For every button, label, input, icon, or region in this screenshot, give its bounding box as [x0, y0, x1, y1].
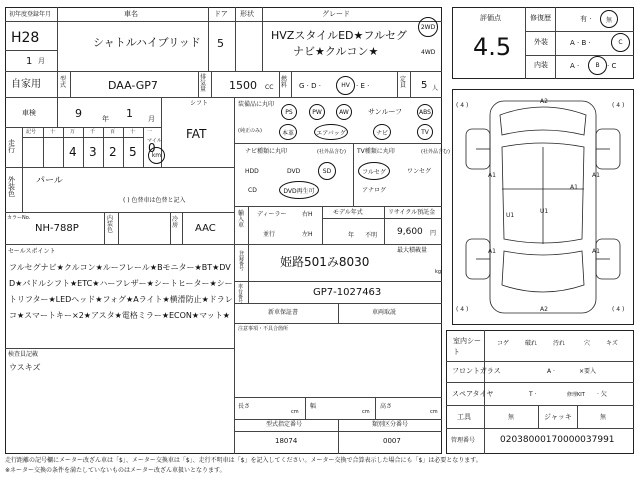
reg-month-unit: 月 — [38, 57, 45, 65]
color-note: ( ) 色替車は色替と記入 — [123, 197, 186, 204]
navi-hdd: HDD — [245, 168, 259, 175]
mileage-digit-3: 5 — [129, 145, 137, 159]
import-left: 左H — [302, 231, 313, 238]
mileage-digit-0: 4 — [69, 145, 77, 159]
fuel-hv: HV — [341, 82, 350, 89]
grade-line-2: ナビ★クルコン★ — [293, 45, 379, 58]
car-damage-diagram — [452, 89, 634, 325]
load-label: 最大積載量 — [397, 247, 428, 254]
equip-aw — [336, 104, 352, 120]
tools-value: 無 — [508, 414, 515, 421]
navi-label: ナビ種類に丸印 — [245, 148, 288, 155]
mileage-sub: 記号 — [26, 129, 37, 135]
navi-dvd-play — [279, 181, 319, 199]
recycle-unit: 円 — [430, 230, 437, 237]
first-reg-label: 初年度登録年月 — [9, 11, 52, 18]
dim-width: 幅 — [310, 403, 317, 410]
exterior-c: C — [618, 39, 623, 46]
diagram-mark-tl: ( 4 ) — [456, 102, 469, 109]
color-value: パール — [36, 176, 63, 186]
diagram-label-u1-mid: U1 — [540, 208, 549, 215]
door-label: ドア — [214, 10, 228, 18]
exterior-label: 外装 — [534, 38, 548, 46]
load-unit: kg — [435, 269, 442, 275]
diagram-label-a1-br: A1 — [592, 248, 600, 255]
navi-sd-text: SD — [322, 167, 332, 175]
dim-height: 高さ — [380, 403, 393, 410]
room-sheet-item-1: 破れ — [525, 340, 538, 347]
room-sheet-item-2: 汚れ — [553, 340, 566, 347]
tv-fullseg — [358, 162, 390, 180]
mileage-unit-0: 十 — [50, 129, 56, 135]
mileage-unit-1: 万 — [70, 129, 76, 135]
mileage-digit-2: 2 — [109, 145, 117, 159]
diagram-label-a2-top: A2 — [540, 98, 548, 105]
mileage-digit-1: 3 — [89, 145, 97, 159]
inspection-year: 9 — [75, 107, 82, 120]
model-year-unknown: 不明 — [365, 232, 378, 239]
inspection-month: 1 — [126, 107, 133, 120]
exterior-c-circle — [611, 33, 630, 52]
repair-none-circle — [600, 10, 618, 28]
capacity-label: 定員 — [400, 76, 407, 89]
front-glass-options: A · — [547, 368, 555, 375]
aircon-label: 冷房 — [172, 216, 179, 229]
tv-oneseg: ワンセグ — [407, 168, 432, 175]
equip-aw-text: AW — [339, 108, 349, 116]
chassis-label: 車台番号 — [238, 284, 244, 305]
repair-label: 修復歴 — [530, 14, 551, 22]
capacity-value: 5 — [421, 80, 428, 91]
displacement-unit: CC — [265, 84, 274, 91]
reg-month: 1 — [26, 56, 33, 67]
mileage-label: 走行 — [8, 139, 15, 154]
equip-ps-text: PS — [285, 108, 293, 116]
interior-options: A · — [570, 62, 580, 70]
interior-b: B — [595, 62, 600, 69]
tv-sub: (社外品含む) — [421, 149, 450, 155]
capacity-unit: 人 — [432, 85, 439, 92]
use-type: 自家用 — [11, 79, 41, 90]
displacement-label: 排気量 — [200, 74, 207, 93]
spare-tire-kit: 修理KIT — [567, 392, 585, 398]
equip-sub: (純正のみ) — [238, 128, 262, 134]
equip-abs — [417, 104, 433, 120]
mileage-unit-2: 千 — [90, 129, 96, 135]
footer-line-1: 走行距離の記号欄にメーター改ざん車は「$」、メーター交換車は「$」、走行不明車は「$」を記入してください。メーター交換で合算表示した場合にも「$」は必要となります。 — [5, 457, 482, 464]
tv-fullseg-text: フルセグ — [362, 168, 386, 176]
sales-point-line-1: フルセグナビ★クルコン★ルーフレール★Bモニター★BT★DV — [9, 263, 231, 272]
dim-width-unit: cm — [362, 409, 370, 415]
import-parallel: 並行 — [263, 231, 276, 238]
recycle-value: 9,600 — [397, 227, 423, 237]
equip-label: 装備品に丸印 — [238, 101, 275, 108]
chassis-value: GP7-1027463 — [313, 287, 382, 298]
drive-2wd-circle — [418, 17, 438, 37]
mgmt-label: 管理番号 — [451, 437, 476, 444]
fuel-rest: · E · — [356, 82, 370, 90]
dim-length: 長さ — [238, 403, 251, 410]
diagram-label-a1-tr: A1 — [592, 172, 600, 179]
mileage-unit-4: 十 — [130, 129, 136, 135]
category-label: 類別区分番号 — [372, 421, 409, 428]
fuel-options: G · D · — [299, 82, 321, 90]
color-label: 外装色 — [8, 176, 15, 198]
equip-leather — [279, 124, 297, 140]
sales-point-line-2: D★パドルシフト★ETC★ハーフレザー★シートヒーター★シー — [9, 279, 233, 288]
equip-abs-text: ABS — [419, 108, 431, 116]
dim-length-unit: cm — [291, 409, 299, 415]
front-glass-label: フロントガラス — [452, 367, 501, 375]
car-name-label: 車名 — [124, 10, 138, 18]
score-value: 4.5 — [473, 33, 512, 61]
interior-b-circle — [588, 56, 607, 75]
jack-label: ジャッキ — [544, 413, 572, 421]
inspector-label: 検査員記載 — [8, 351, 39, 358]
navi-sd — [318, 162, 336, 180]
diagram-label-a2-bottom: A2 — [540, 306, 548, 313]
designation-label: 型式指定番号 — [266, 421, 303, 428]
recycle-label: リサイクル預託金 — [388, 209, 436, 216]
navi-dvd-play-text: DVD再生可 — [283, 187, 315, 195]
model-label: 型式 — [60, 76, 67, 89]
sales-point-line-4: コ★スマートキー×2★アスタ★電格ミラー★ECON★マット★ — [9, 311, 230, 320]
equip-airbag-text: エアバッグ — [316, 129, 346, 137]
sales-point-label: セールスポイント — [8, 248, 56, 255]
grade-line-1: HVZスタイルED★フルセグ — [271, 29, 407, 42]
repair-options: 有 · — [580, 15, 592, 23]
mgmt-value: 02038000170000037991 — [500, 435, 615, 445]
fuel-hv-circle — [336, 76, 355, 95]
shape-label: 形状 — [240, 10, 254, 18]
equip-navi — [373, 124, 391, 140]
new-warranty: 新車保証書 — [268, 309, 299, 316]
manual: 車両取説 — [372, 309, 397, 316]
equip-navi-text: ナビ — [375, 129, 388, 137]
spare-tire-rest: · 欠 — [597, 391, 607, 398]
sales-point-line-3: トリフター★LEDヘッド★フォグ★Aライト★横滑防止★ドラレ — [9, 295, 233, 304]
model-year-label: モデル年式 — [333, 209, 363, 216]
spare-tire-label: スペアタイヤ — [452, 390, 494, 398]
interior-rest: · C — [607, 62, 617, 70]
interior-label: 内装 — [534, 61, 548, 69]
repair-none: 無 — [605, 16, 612, 24]
import-right: 右H — [302, 211, 313, 218]
import-dealer: ディーラー — [257, 211, 287, 218]
navi-dvd: DVD — [287, 168, 301, 175]
diagram-label-a1-tl: A1 — [488, 172, 496, 179]
equip-pw-text: PW — [312, 108, 322, 116]
drive-2wd: 2WD — [420, 23, 436, 31]
room-sheet-item-4: キズ — [606, 340, 618, 347]
shift-label: シフト — [190, 100, 209, 107]
notes-label: 注意事項・不具合箇所 — [238, 326, 289, 332]
equip-airbag — [314, 124, 348, 140]
color-no-label: カラーNo. — [7, 215, 31, 221]
diagram-label-a1-bl: A1 — [488, 248, 496, 255]
equip-pw — [309, 104, 325, 120]
grade-label: グレード — [322, 10, 350, 18]
navi-cd: CD — [248, 187, 257, 194]
diagram-label-a1-mid: A1 — [570, 184, 578, 191]
model-code: DAA-GP7 — [108, 79, 158, 92]
interior-color-label: 内装色 — [107, 215, 114, 234]
mileage-unit-3: 百 — [110, 129, 116, 135]
mileage-unit-5: 一 — [147, 129, 153, 135]
color-no-value: NH-788P — [35, 223, 79, 234]
footer-line-2: ※ネーター交換の条件を満たしていないものはメーター改ざん車扱いとなります。 — [5, 467, 226, 474]
reg-no-label: 登録番号 — [239, 251, 245, 272]
equip-sunroof: サンルーフ — [368, 108, 403, 116]
jack-value: 無 — [600, 414, 607, 421]
diagram-mark-tr: ( 4 ) — [612, 102, 625, 109]
score-label: 評価点 — [480, 14, 501, 22]
equip-ps — [281, 104, 297, 120]
import-label: 輸入車 — [238, 210, 245, 229]
diagram-mark-br: ( 4 ) — [612, 306, 625, 313]
inspection-year-unit: 年 — [102, 115, 109, 123]
equip-tv — [417, 124, 433, 140]
reg-no-value: 姫路501み8030 — [280, 255, 370, 269]
tools-label: 工具 — [457, 413, 471, 421]
drive-4wd: 4WD — [421, 49, 436, 56]
category-value: 0007 — [383, 437, 401, 445]
equip-tv-text: TV — [421, 128, 429, 136]
inspection-label: 車検 — [22, 109, 36, 117]
dim-height-unit: cm — [430, 409, 438, 415]
displacement-value: 1500 — [229, 79, 257, 92]
diagram-mark-bl: ( 4 ) — [456, 306, 469, 313]
room-sheet-label: 室内シート — [453, 337, 481, 356]
tv-analog: アナログ — [362, 187, 387, 194]
tv-label: TV種類に丸印 — [357, 148, 395, 155]
exterior-options: A · B · — [570, 39, 591, 47]
designation-value: 18074 — [275, 437, 298, 445]
car-name: シャトルハイブリッド — [93, 36, 201, 49]
shift-value: FAT — [186, 127, 207, 141]
inspection-month-unit: 月 — [148, 115, 155, 123]
mileage-km-circle — [148, 147, 165, 164]
room-sheet-item-3: 穴 — [584, 340, 591, 347]
mileage-digit-4: 0 — [148, 141, 156, 155]
front-glass-rest: ×要入 — [579, 368, 597, 375]
era-year: H28 — [11, 30, 40, 46]
diagram-label-u1-left: U1 — [506, 212, 515, 219]
spare-tire-options: T · — [529, 391, 537, 398]
aircon-value: AAC — [195, 223, 216, 234]
door-count: 5 — [217, 37, 224, 50]
equip-leather-text: 本革 — [281, 129, 294, 137]
room-sheet-item-0: コゲ — [497, 340, 510, 347]
mileage-mile: マイル — [147, 138, 162, 144]
inspector-value: ウスキズ — [9, 363, 41, 372]
navi-sub: (社外品含む) — [317, 149, 346, 155]
fuel-label: 燃料 — [281, 76, 288, 89]
mileage-km: km — [151, 152, 162, 159]
model-year-value: 年 — [348, 232, 355, 239]
